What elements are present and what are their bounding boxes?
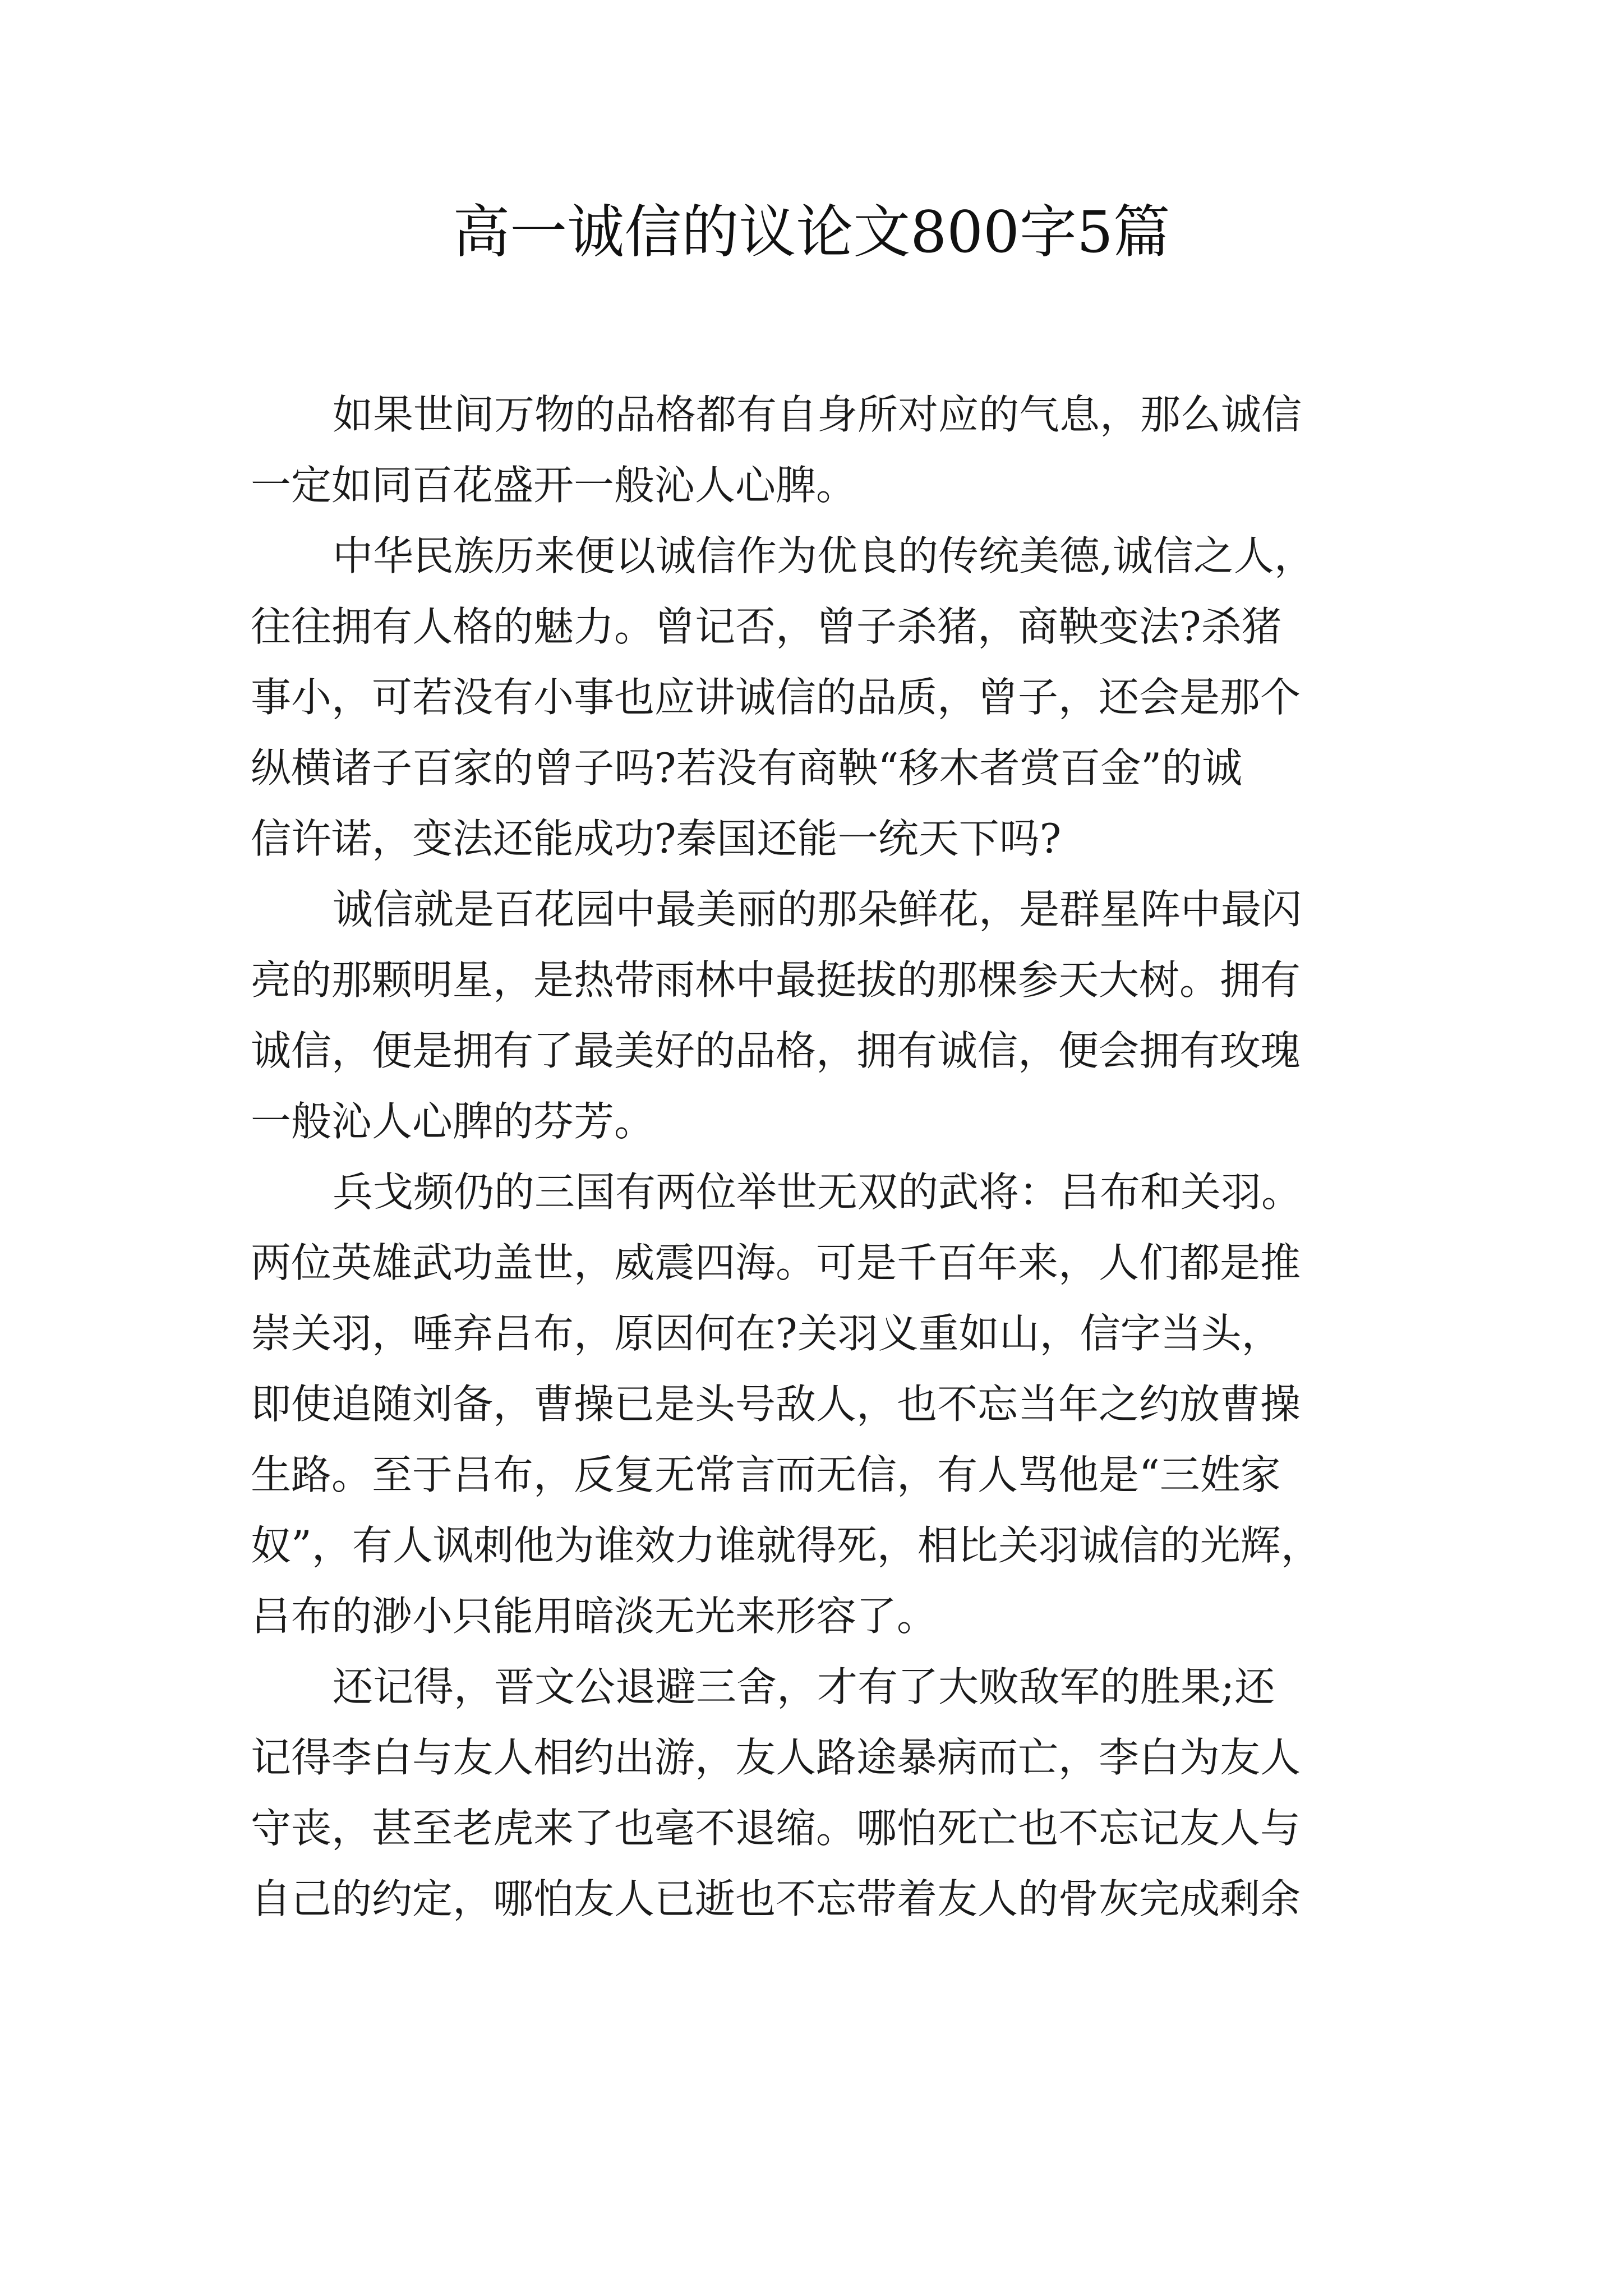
- paragraph-line: 纵横诸子百家的曾子吗?若没有商鞅“移木者赏百金”的诚: [251, 744, 1243, 792]
- paragraph-line: 即使追随刘备，曹操已是头号敌人，也不忘当年之约放曹操: [251, 1381, 1301, 1428]
- paragraph-line: 一定如同百花盛开一般沁人心脾。: [251, 462, 857, 509]
- paragraph-line: 诚信，便是拥有了最美好的品格，拥有诚信，便会拥有玫瑰: [251, 1027, 1301, 1074]
- paragraph-line: 往往拥有人格的魅力。曾记否，曾子杀猪，商鞅变法?杀猪: [251, 603, 1282, 650]
- paragraph-line: 诚信就是百花园中最美丽的那朵鲜花，是群星阵中最闪: [333, 886, 1302, 933]
- paragraph-line: 兵戈频仍的三国有两位举世无双的武将：吕布和关羽。: [333, 1168, 1302, 1216]
- document-title: 高一诚信的议论文800字5篇: [453, 199, 1170, 266]
- paragraph-line: 信许诺，变法还能成功?秦国还能一统天下吗?: [251, 815, 1062, 862]
- paragraph-line: 吕布的渺小只能用暗淡无光来形容了。: [251, 1593, 938, 1640]
- paragraph-line: 两位英雄武功盖世，威震四海。可是千百年来，人们都是推: [251, 1239, 1301, 1286]
- paragraph-line: 奴”，有人讽刺他为谁效力谁就得死，相比关羽诚信的光辉，: [251, 1522, 1321, 1569]
- paragraph-line: 守丧，甚至老虎来了也毫不退缩。哪怕死亡也不忘记友人与: [251, 1805, 1301, 1852]
- paragraph-line: 记得李白与友人相约出游，友人路途暴病而亡，李白为友人: [251, 1734, 1301, 1781]
- paragraph-line: 亮的那颗明星，是热带雨林中最挺拔的那棵参天大树。拥有: [251, 956, 1301, 1004]
- paragraph-line: 中华民族历来便以诚信作为优良的传统美德,诚信之人，: [333, 532, 1315, 579]
- paragraph-line: 崇关羽，唾弃吕布，原因何在?关羽义重如山，信字当头，: [251, 1310, 1282, 1357]
- paragraph-line: 还记得，晋文公退避三舍，才有了大败敌军的胜果;还: [333, 1663, 1275, 1710]
- paragraph-line: 如果世间万物的品格都有自身所对应的气息，那么诚信: [333, 391, 1302, 438]
- paragraph-line: 事小，可若没有小事也应讲诚信的品质，曾子，还会是那个: [251, 674, 1301, 721]
- document-body: [251, 379, 1379, 1934]
- paragraph-line: 一般沁人心脾的芬芳。: [251, 1098, 655, 1145]
- paragraph-line: 生路。至于吕布，反复无常言而无信，有人骂他是“三姓家: [251, 1451, 1281, 1498]
- paragraph-line: 自己的约定，哪怕友人已逝也不忘带着友人的骨灰完成剩余: [251, 1875, 1301, 1922]
